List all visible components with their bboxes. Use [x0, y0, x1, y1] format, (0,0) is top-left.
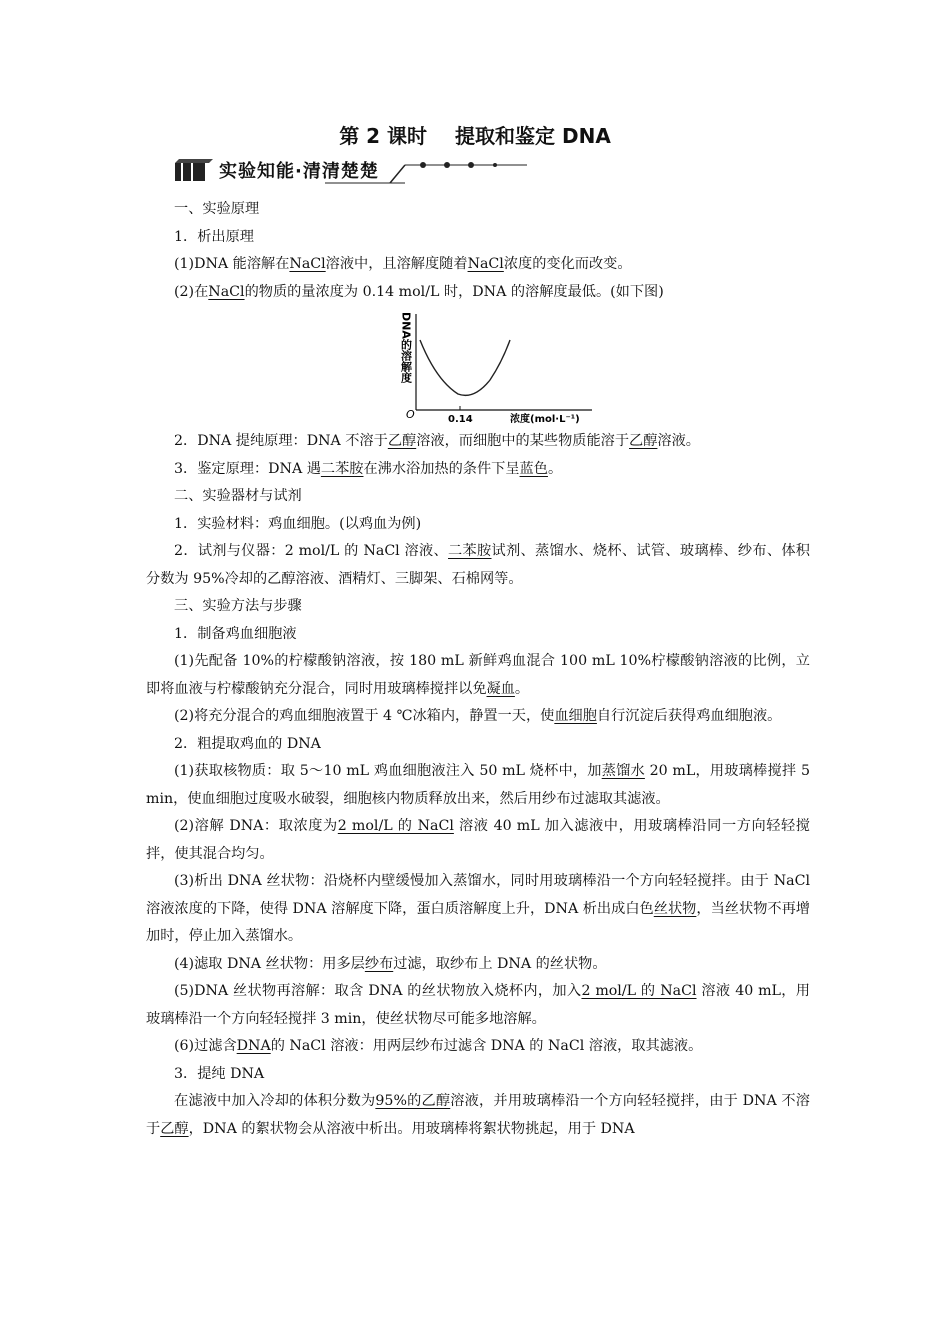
paragraph: (6)过滤含DNA的 NaCl 溶液：用两层纱布过滤含 DNA 的 NaCl 溶液，取其滤液。	[174, 1038, 703, 1054]
section-heading: 三、实验方法与步骤	[174, 598, 302, 614]
paragraph: (4)滤取 DNA 丝状物：用多层纱布过滤，取纱布上 DNA 的丝状物。	[174, 955, 607, 972]
paragraph: 1．实验材料：鸡血细胞。(以鸡血为例)	[174, 515, 422, 532]
main-content	[146, 196, 810, 1143]
paragraph: 在滤液中加入冷却的体积分数为95%的乙醇溶液，并用玻璃棒沿一个方向轻轻搅拌，由于 DNA 不溶于乙醇，DNA 的絮状物会从溶液中析出。用玻璃棒将絮状物挑起，用于 DNA	[146, 1093, 810, 1137]
subheading: 1．制备鸡血细胞液	[174, 625, 297, 642]
banner-text: 实验知能·清清楚楚	[219, 161, 379, 182]
section-heading: 一、实验原理	[174, 201, 260, 217]
paragraph: (1)DNA 能溶解在NaCl溶液中，且溶解度随着NaCl浓度的变化而改变。	[174, 256, 632, 272]
solubility-curve	[420, 340, 510, 395]
paragraph: (2)溶解 DNA：取浓度为2 mol/L 的 NaCl 溶液 40 mL 加入滤液中，用玻璃棒沿同一方向轻轻搅拌，使其混合均匀。	[146, 818, 810, 862]
paragraph: (5)DNA 丝状物再溶解：取含 DNA 的丝状物放入烧杯内，加入2 mol/L 的 NaCl 溶液 40 mL，用玻璃棒沿一个方向轻轻搅拌 3 min，使丝状物尽可能多地溶解。	[146, 983, 810, 1027]
page-title	[0, 120, 950, 149]
lesson-topic: 提取和鉴定 DNA	[455, 124, 611, 148]
origin-label: O	[406, 408, 415, 421]
lesson-number: 第 2 课时	[339, 124, 428, 148]
paragraph: (1)获取核物质：取 5～10 mL 鸡血细胞液注入 50 mL 烧杯中，加蒸馏水 20 mL，用玻璃棒搅拌 5 min，使血细胞过度吸水破裂，细胞核内物质释放出来，然后用纱布过滤取其滤液。	[146, 763, 810, 807]
section-banner	[175, 155, 555, 185]
x-axis-label: 浓度(mol·L⁻¹)	[510, 414, 580, 425]
paragraph: 3．鉴定原理：DNA 遇二苯胺在沸水浴加热的条件下呈蓝色。	[174, 460, 563, 477]
paragraph: 2．DNA 提纯原理：DNA 不溶于乙醇溶液，而细胞中的某些物质能溶于乙醇溶液。	[174, 433, 700, 449]
section-heading: 二、实验器材与试剂	[174, 488, 302, 504]
solubility-figure	[146, 306, 810, 428]
paragraph: (2)在NaCl的物质的量浓度为 0.14 mol/L 时，DNA 的溶解度最低。(如下图)	[174, 283, 664, 300]
subheading: 1．析出原理	[174, 228, 254, 245]
paragraph: (3)析出 DNA 丝状物：沿烧杯内壁缓慢加入蒸馏水，同时用玻璃棒沿一个方向轻轻搅拌。由于 NaCl 溶液浓度的下降，使得 DNA 溶解度下降，蛋白质溶解度上升，DNA 析出成白色丝状物，当丝状物不再增加时，停止加入蒸馏水。	[146, 873, 810, 944]
tick-label: 0.14	[448, 414, 473, 425]
solubility-curve-chart	[396, 310, 596, 426]
paragraph: (1)先配备 10%的柠檬酸钠溶液，按 180 mL 新鲜鸡血混合 100 mL 10%柠檬酸钠溶液的比例，立即将血液与柠檬酸钠充分混合，同时用玻璃棒搅拌以免凝血。	[146, 653, 810, 697]
paragraph: 2．试剂与仪器：2 mol/L 的 NaCl 溶液、二苯胺试剂、蒸馏水、烧杯、试管、玻璃棒、纱布、体积分数为 95%冷却的乙醇溶液、酒精灯、三脚架、石棉网等。	[146, 543, 810, 587]
subheading: 3．提纯 DNA	[174, 1065, 265, 1082]
y-axis-label: DNA的溶解度	[399, 312, 413, 383]
subheading: 2．粗提取鸡血的 DNA	[174, 735, 321, 752]
paragraph: (2)将充分混合的鸡血细胞液置于 4 ℃冰箱内，静置一天，使血细胞自行沉淀后获得鸡血细胞液。	[174, 708, 782, 724]
